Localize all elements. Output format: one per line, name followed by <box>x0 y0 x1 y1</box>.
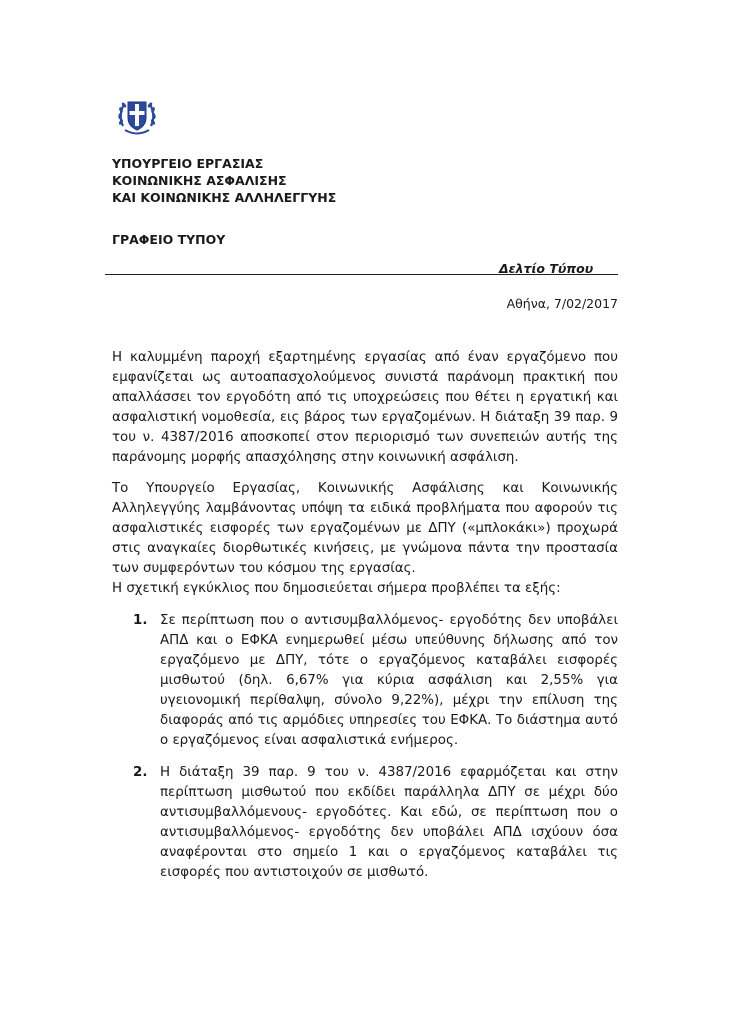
list-item-number: 1. <box>133 613 148 628</box>
ministry-line: ΥΠΟΥΡΓΕΙΟ ΕΡΓΑΣΙΑΣ <box>112 156 264 171</box>
ministry-line: ΚΟΙΝΩΝΙΚΗΣ ΑΣΦΑΛΙΣΗΣ <box>112 173 287 188</box>
list-item <box>133 611 618 751</box>
list-item-text: Η διάταξη 39 παρ. 9 του ν. 4387/2016 εφαρμόζεται και στην περίπτωση μισθωτού που εκδίδει παράλληλα ΔΠΥ σε μέχρι δύο αντισυμβαλλόμενους- εργοδότες. Και εδώ, σε περίπτωση που ο αντισυμβαλλόμενος- εργοδότης δεν υποβάλει ΑΠΔ ισχύουν όσα αναφέρονται στο σημείο 1 και ο εργαζόμενος καταβάλει τις εισφορές που αντιστοιχούν σε μισθωτό. <box>160 765 618 880</box>
greek-coat-of-arms-icon <box>113 92 161 140</box>
list-item-number: 2. <box>133 765 148 780</box>
press-release-label: Δελτίο Τύπου <box>499 261 594 276</box>
list-item <box>133 763 618 883</box>
body-paragraph: Η καλυμμένη παροχή εξαρτημένης εργασίας από έναν εργαζόμενο που εμφανίζεται ως αυτοαπασχολούμενος συνιστά παράνομη πρακτική που απαλλάσσει τον εργοδότη από τις υποχρεώσεις που θέτει η εργατική και ασφαλιστική νομοθεσία, εις βάρος των εργαζομένων. Η διάταξη 39 παρ. 9 του ν. 4387/2016 αποσκοπεί στον περιορισμό των συνεπειών αυτής της παράνομης μορφής απασχόλησης στην κοινωνική ασφάλιση. <box>112 350 618 465</box>
body-paragraph: Το Υπουργείο Εργασίας, Κοινωνικής Ασφάλισης και Κοινωνικής Αλληλεγγύης λαμβάνοντας υπόψη τα ειδικά προβλήματα που αφορούν τις ασφαλιστικές εισφορές των εργαζομένων με ΔΠΥ («μπλοκάκι») προχωρά στις αναγκαίες διορθωτικές κινήσεις, με γνώμονα πάντα την προστασία των συμφερόντων του κόσμου της εργασίας. <box>112 481 618 576</box>
body-paragraph: Η σχετική εγκύκλιος που δημοσιεύεται σήμερα προβλέπει τα εξής: <box>112 581 561 596</box>
ministry-line: ΚΑΙ ΚΟΙΝΩΝΙΚΗΣ ΑΛΛΗΛΕΓΓΥΗΣ <box>112 190 337 205</box>
list-item-text: Σε περίπτωση που ο αντισυμβαλλόμενος- εργοδότης δεν υποβάλει ΑΠΔ και ο ΕΦΚΑ ενημερωθεί μέσω υπεύθυνης δήλωσης από τον εργαζόμενο με ΔΠΥ, τότε ο εργαζόμενος καταβάλει εισφορές μισθωτού (δηλ. 6,67% για κύρια ασφάλιση και 2,55% για υγειονομική περίθαλψη, σύνολο 9,22%), μέχρι την επίλυση της διαφοράς από τις αρμόδιες υπηρεσίες του ΕΦΚΑ. Το διάστημα αυτό ο εργαζόμενος είναι ασφαλιστικά ενήμερος. <box>160 613 618 748</box>
press-office-label: ΓΡΑΦΕΙΟ ΤΥΠΟΥ <box>112 232 226 247</box>
release-date: Αθήνα, 7/02/2017 <box>506 296 618 311</box>
ministry-name <box>112 155 336 206</box>
header-divider <box>105 274 618 275</box>
